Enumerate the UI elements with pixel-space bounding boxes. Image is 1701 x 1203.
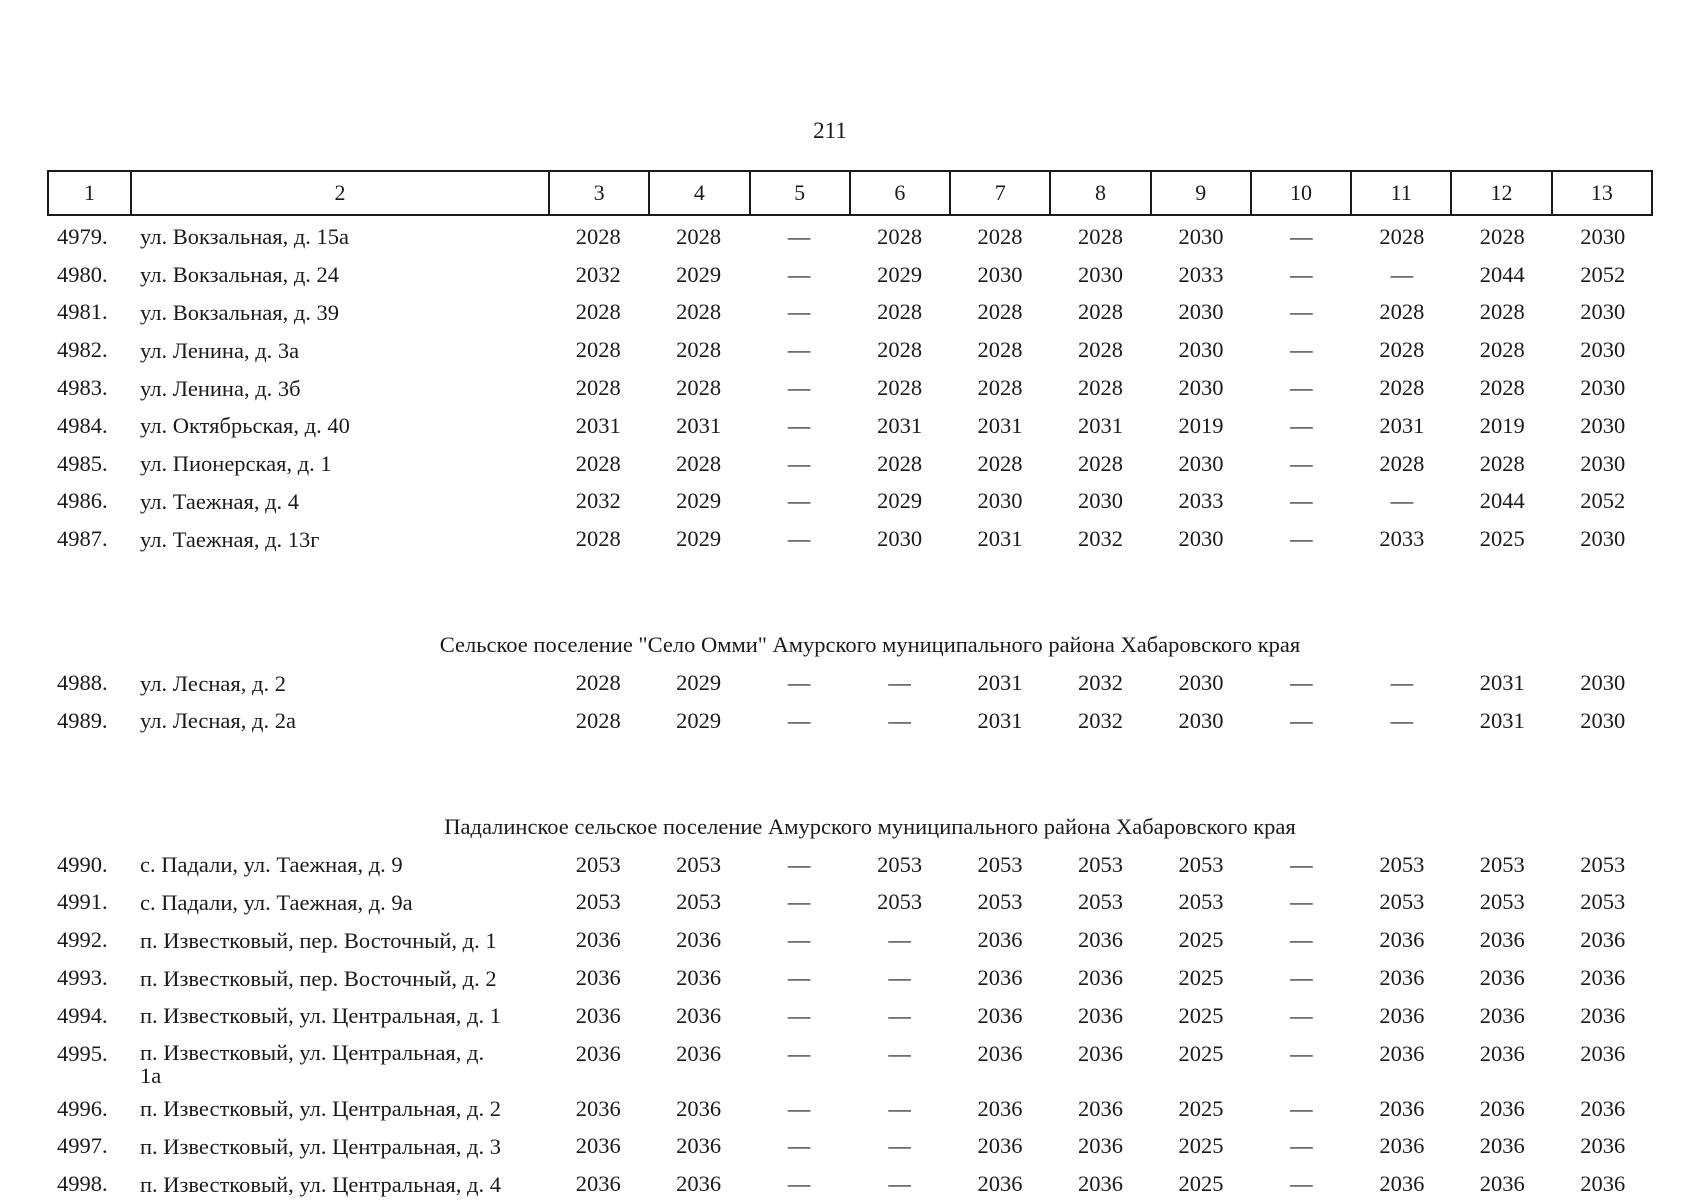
year-cell: — [787, 965, 811, 991]
year-cell: — [1290, 1002, 1313, 1028]
year-cell: — [888, 1040, 911, 1066]
year-cell: 2030 [1077, 261, 1123, 287]
page-number: 211 [813, 118, 847, 143]
year-cell: 2028 [575, 707, 621, 733]
year-cell: 2036 [575, 1002, 621, 1028]
year-cell: — [787, 299, 811, 325]
year-cell: — [787, 670, 811, 696]
year-cell: 2030 [1580, 707, 1626, 733]
section-title: Сельское поселение "Село Омми" Амурского муниципального района Хабаровского края [439, 632, 1301, 658]
year-cell: 2036 [1379, 1133, 1425, 1159]
year-cell: 2029 [676, 261, 722, 287]
year-cell: — [888, 965, 911, 991]
year-cell: 2028 [676, 299, 722, 325]
year-cell: — [1290, 1171, 1313, 1197]
table-row [47, 331, 1653, 369]
table-row [47, 1128, 1653, 1166]
year-cell: 2036 [1479, 1040, 1525, 1066]
year-cell: 2030 [1580, 526, 1626, 552]
year-cell: — [1290, 851, 1313, 877]
address-cell: п. Известковый, ул. Центральная, д. 1а [140, 1039, 485, 1088]
year-cell: 2028 [1479, 337, 1525, 363]
year-cell: 2036 [977, 965, 1023, 991]
year-cell: 2053 [1379, 889, 1425, 915]
table-row [47, 1090, 1653, 1128]
year-cell: 2036 [575, 1171, 621, 1197]
row-number: 4988. [57, 670, 108, 696]
table-row [47, 846, 1653, 884]
year-cell: 2036 [1379, 1002, 1425, 1028]
column-number-header [47, 170, 1653, 216]
year-cell: — [1290, 223, 1313, 249]
year-cell: — [787, 927, 811, 953]
year-cell: 2036 [676, 1002, 722, 1028]
year-cell: 2036 [1077, 965, 1123, 991]
year-cell: 2030 [1178, 707, 1224, 733]
year-cell: 2036 [1580, 1040, 1626, 1066]
row-number: 4997. [57, 1133, 108, 1159]
year-cell: 2028 [1379, 337, 1425, 363]
year-cell: — [1290, 261, 1313, 287]
year-cell: 2031 [977, 707, 1023, 733]
year-cell: 2028 [977, 375, 1023, 401]
year-cell: 2053 [1178, 889, 1224, 915]
address-cell: п. Известковый, ул. Центральная, д. 4 [140, 1171, 501, 1197]
row-number: 4985. [57, 450, 108, 476]
year-cell: 2028 [1077, 450, 1123, 476]
year-cell: 2028 [575, 450, 621, 476]
table-row [47, 294, 1653, 332]
year-cell: 2036 [1580, 965, 1626, 991]
year-cell: — [787, 1133, 811, 1159]
year-cell: — [1290, 412, 1313, 438]
year-cell: 2053 [877, 889, 923, 915]
year-cell: 2025 [1178, 1002, 1224, 1028]
year-cell: 2030 [1178, 526, 1224, 552]
year-cell: 2028 [877, 375, 923, 401]
table-row [47, 959, 1653, 997]
year-cell: 2028 [1077, 337, 1123, 363]
year-cell: 2033 [1379, 526, 1425, 552]
year-cell: 2036 [1479, 1095, 1525, 1121]
year-cell: 2028 [1379, 450, 1425, 476]
year-cell: — [787, 1095, 811, 1121]
year-cell: 2036 [977, 927, 1023, 953]
section-title: Падалинское сельское поселение Амурского муниципального района Хабаровского края [444, 813, 1296, 839]
year-cell: 2036 [1379, 927, 1425, 953]
year-cell: 2036 [676, 1095, 722, 1121]
year-cell: 2031 [676, 412, 722, 438]
year-cell: 2036 [1479, 1002, 1525, 1028]
year-cell: 2033 [1178, 261, 1224, 287]
year-cell: 2025 [1178, 1095, 1224, 1121]
year-cell: — [1290, 488, 1313, 514]
row-number: 4995. [57, 1040, 108, 1066]
year-cell: 2030 [1580, 375, 1626, 401]
year-cell: — [888, 707, 911, 733]
column-header: 10 [1251, 171, 1351, 215]
year-cell: — [888, 670, 911, 696]
year-cell: — [1290, 1040, 1313, 1066]
year-cell: 2030 [1178, 375, 1224, 401]
year-cell: 2030 [1580, 223, 1626, 249]
year-cell: 2044 [1479, 261, 1525, 287]
year-cell: 2028 [1379, 223, 1425, 249]
year-cell: 2030 [1077, 488, 1123, 514]
year-cell: — [1390, 670, 1414, 696]
year-cell: — [1390, 488, 1414, 514]
year-cell: 2025 [1178, 965, 1224, 991]
year-cell: 2036 [1479, 1133, 1525, 1159]
address-cell: п. Известковый, ул. Центральная, д. 1 [140, 1003, 501, 1029]
column-header: 2 [131, 171, 549, 215]
year-cell: 2053 [1077, 851, 1123, 877]
year-cell: 2036 [977, 1133, 1023, 1159]
address-cell: ул. Таежная, д. 13г [140, 526, 320, 552]
year-cell: 2036 [1077, 1171, 1123, 1197]
year-cell: 2053 [575, 851, 621, 877]
year-cell: 2036 [676, 927, 722, 953]
row-number: 4991. [57, 889, 108, 915]
address-cell: ул. Ленина, д. 3б [140, 375, 301, 401]
column-header: 9 [1151, 171, 1251, 215]
table-row [47, 884, 1653, 922]
column-header: 13 [1552, 171, 1652, 215]
year-cell: 2053 [1580, 851, 1626, 877]
year-cell: 2028 [1077, 223, 1123, 249]
year-cell: 2036 [1077, 927, 1123, 953]
year-cell: — [787, 1002, 811, 1028]
address-cell: п. Известковый, пер. Восточный, д. 1 [140, 927, 497, 953]
year-cell: 2052 [1580, 488, 1626, 514]
column-header: 8 [1050, 171, 1150, 215]
year-cell: — [787, 223, 811, 249]
year-cell: 2036 [1580, 1095, 1626, 1121]
year-cell: 2031 [1077, 412, 1123, 438]
address-cell: ул. Ленина, д. 3а [140, 337, 300, 363]
row-number: 4987. [57, 526, 108, 552]
year-cell: 2036 [977, 1002, 1023, 1028]
address-cell: ул. Вокзальная, д. 15а [140, 224, 350, 250]
year-cell: 2036 [1379, 1095, 1425, 1121]
year-cell: 2032 [1077, 526, 1123, 552]
year-cell: 2031 [575, 412, 621, 438]
year-cell: 2019 [1178, 412, 1224, 438]
year-cell: 2031 [977, 670, 1023, 696]
year-cell: 2031 [1379, 412, 1425, 438]
year-cell: 2028 [676, 375, 722, 401]
year-cell: 2053 [1479, 889, 1525, 915]
year-cell: 2030 [1178, 670, 1224, 696]
row-number: 4993. [57, 965, 108, 991]
year-cell: — [1290, 299, 1313, 325]
year-cell: 2036 [977, 1095, 1023, 1121]
year-cell: 2029 [676, 488, 722, 514]
year-cell: 2019 [1479, 412, 1525, 438]
table-row [47, 369, 1653, 407]
year-cell: 2028 [575, 670, 621, 696]
year-cell: 2028 [575, 223, 621, 249]
year-cell: 2032 [575, 261, 621, 287]
row-number: 4980. [57, 261, 108, 287]
year-cell: 2053 [1178, 851, 1224, 877]
year-cell: — [787, 1040, 811, 1066]
row-number: 4994. [57, 1002, 108, 1028]
year-cell: — [787, 488, 811, 514]
column-header: 12 [1451, 171, 1551, 215]
year-cell: 2036 [1379, 965, 1425, 991]
year-cell: — [1290, 526, 1313, 552]
year-cell: 2028 [1479, 450, 1525, 476]
year-cell: 2036 [575, 1133, 621, 1159]
year-cell: — [787, 889, 811, 915]
year-cell: 2036 [676, 965, 722, 991]
year-cell: 2036 [1479, 965, 1525, 991]
year-cell: 2036 [1379, 1171, 1425, 1197]
year-cell: 2053 [877, 851, 923, 877]
table-row [47, 445, 1653, 483]
year-cell: 2028 [877, 223, 923, 249]
year-cell: — [787, 375, 811, 401]
table-row [47, 520, 1653, 558]
year-cell: — [1390, 261, 1414, 287]
year-cell: 2030 [1580, 670, 1626, 696]
year-cell: — [888, 1002, 911, 1028]
year-cell: 2036 [1077, 1095, 1123, 1121]
year-cell: 2033 [1178, 488, 1224, 514]
column-header: 6 [850, 171, 950, 215]
year-cell: 2031 [977, 526, 1023, 552]
year-cell: 2029 [877, 261, 923, 287]
year-cell: 2030 [977, 488, 1023, 514]
year-cell: 2030 [1178, 223, 1224, 249]
row-number: 4996. [57, 1095, 108, 1121]
year-cell: 2028 [977, 223, 1023, 249]
year-cell: 2030 [1580, 337, 1626, 363]
year-cell: — [1290, 927, 1313, 953]
year-cell: 2053 [977, 889, 1023, 915]
year-cell: — [787, 851, 811, 877]
year-cell: 2030 [1178, 450, 1224, 476]
year-cell: 2053 [1379, 851, 1425, 877]
year-cell: 2036 [1580, 1133, 1626, 1159]
year-cell: 2036 [676, 1133, 722, 1159]
year-cell: — [787, 412, 811, 438]
year-cell: 2031 [1479, 707, 1525, 733]
year-cell: 2028 [977, 299, 1023, 325]
year-cell: 2028 [575, 337, 621, 363]
year-cell: 2036 [1580, 1171, 1626, 1197]
year-cell: 2036 [676, 1171, 722, 1197]
row-number: 4984. [57, 412, 108, 438]
column-header: 7 [950, 171, 1050, 215]
year-cell: 2025 [1479, 526, 1525, 552]
year-cell: 2028 [1077, 299, 1123, 325]
year-cell: 2028 [575, 526, 621, 552]
address-cell: п. Известковый, ул. Центральная, д. 3 [140, 1133, 501, 1159]
year-cell: 2030 [1580, 412, 1626, 438]
year-cell: 2030 [977, 261, 1023, 287]
year-cell: 2052 [1580, 261, 1626, 287]
column-header: 5 [750, 171, 850, 215]
address-cell: ул. Вокзальная, д. 24 [140, 262, 340, 288]
year-cell: — [787, 707, 811, 733]
year-cell: 2030 [1580, 450, 1626, 476]
row-number: 4981. [57, 299, 108, 325]
year-cell: 2028 [977, 450, 1023, 476]
year-cell: 2036 [1479, 927, 1525, 953]
row-number: 4979. [57, 223, 108, 249]
row-number: 4986. [57, 488, 108, 514]
year-cell: 2025 [1178, 1040, 1224, 1066]
year-cell: 2036 [977, 1171, 1023, 1197]
table-row [47, 256, 1653, 294]
year-cell: 2028 [1379, 299, 1425, 325]
year-cell: 2028 [1479, 375, 1525, 401]
year-cell: 2036 [575, 1095, 621, 1121]
year-cell: 2028 [676, 337, 722, 363]
year-cell: 2031 [877, 412, 923, 438]
year-cell: — [888, 1095, 911, 1121]
year-cell: — [1290, 889, 1313, 915]
year-cell: 2028 [1077, 375, 1123, 401]
year-cell: 2036 [1479, 1171, 1525, 1197]
year-cell: 2036 [1580, 1002, 1626, 1028]
year-cell: 2053 [1077, 889, 1123, 915]
year-cell: 2028 [877, 337, 923, 363]
year-cell: 2030 [1580, 299, 1626, 325]
table-row [47, 407, 1653, 445]
column-header: 4 [649, 171, 749, 215]
year-cell: 2029 [676, 670, 722, 696]
year-cell: 2053 [1479, 851, 1525, 877]
address-cell: ул. Пионерская, д. 1 [140, 451, 332, 477]
year-cell: 2036 [1077, 1040, 1123, 1066]
address-cell: с. Падали, ул. Таежная, д. 9а [140, 889, 413, 915]
year-cell: — [1290, 1095, 1313, 1121]
year-cell: — [888, 1171, 911, 1197]
row-number: 4989. [57, 707, 108, 733]
year-cell: 2030 [877, 526, 923, 552]
year-cell: 2030 [1178, 337, 1224, 363]
address-cell: с. Падали, ул. Таежная, д. 9 [140, 852, 403, 878]
year-cell: 2029 [877, 488, 923, 514]
address-cell: п. Известковый, ул. Центральная, д. 2 [140, 1096, 501, 1122]
year-cell: 2028 [676, 223, 722, 249]
year-cell: 2036 [575, 927, 621, 953]
year-cell: 2028 [877, 450, 923, 476]
year-cell: 2028 [977, 337, 1023, 363]
year-cell: 2028 [676, 450, 722, 476]
year-cell: 2028 [1379, 375, 1425, 401]
address-cell: ул. Вокзальная, д. 39 [140, 299, 340, 325]
row-number: 4992. [57, 927, 108, 953]
year-cell: 2036 [1077, 1133, 1123, 1159]
year-cell: 2036 [676, 1040, 722, 1066]
table-row [47, 483, 1653, 521]
year-cell: 2028 [877, 299, 923, 325]
address-cell: ул. Таежная, д. 4 [140, 488, 300, 514]
year-cell: 2028 [1479, 299, 1525, 325]
year-cell: 2053 [977, 851, 1023, 877]
year-cell: — [1290, 375, 1313, 401]
year-cell: 2025 [1178, 1133, 1224, 1159]
year-cell: 2053 [676, 851, 722, 877]
year-cell: — [1290, 337, 1313, 363]
year-cell: 2036 [575, 965, 621, 991]
year-cell: 2031 [977, 412, 1023, 438]
year-cell: 2028 [575, 299, 621, 325]
address-cell: ул. Октябрьская, д. 40 [140, 413, 350, 439]
year-cell: — [1290, 707, 1313, 733]
year-cell: — [787, 1171, 811, 1197]
address-cell: ул. Лесная, д. 2а [140, 708, 296, 734]
year-cell: 2032 [1077, 707, 1123, 733]
year-cell: 2030 [1178, 299, 1224, 325]
year-cell: — [888, 927, 911, 953]
year-cell: — [787, 261, 811, 287]
year-cell: 2053 [575, 889, 621, 915]
year-cell: 2028 [575, 375, 621, 401]
year-cell: 2028 [1479, 223, 1525, 249]
year-cell: 2032 [1077, 670, 1123, 696]
year-cell: 2032 [575, 488, 621, 514]
year-cell: — [787, 337, 811, 363]
table-body [47, 218, 1653, 1203]
row-number: 4998. [57, 1171, 108, 1197]
year-cell: 2025 [1178, 927, 1224, 953]
year-cell: — [1390, 707, 1414, 733]
row-number: 4990. [57, 851, 108, 877]
column-header: 3 [549, 171, 649, 215]
year-cell: — [1290, 965, 1313, 991]
column-header: 1 [48, 171, 131, 215]
year-cell: 2025 [1178, 1171, 1224, 1197]
year-cell: — [1290, 1133, 1313, 1159]
table-row [47, 997, 1653, 1035]
row-number: 4982. [57, 337, 108, 363]
table-row [47, 702, 1653, 740]
address-cell: ул. Лесная, д. 2 [140, 670, 286, 696]
year-cell: 2029 [676, 707, 722, 733]
row-number: 4983. [57, 375, 108, 401]
year-cell: 2053 [1580, 889, 1626, 915]
year-cell: — [888, 1133, 911, 1159]
year-cell: — [787, 450, 811, 476]
year-cell: 2036 [575, 1040, 621, 1066]
year-cell: 2031 [1479, 670, 1525, 696]
table-row [47, 218, 1653, 256]
column-header: 11 [1351, 171, 1451, 215]
year-cell: 2044 [1479, 488, 1525, 514]
year-cell: 2029 [676, 526, 722, 552]
year-cell: 2053 [676, 889, 722, 915]
table-row [47, 1035, 1653, 1090]
year-cell: — [1290, 670, 1313, 696]
address-cell: п. Известковый, пер. Восточный, д. 2 [140, 965, 497, 991]
table-row [47, 664, 1653, 702]
year-cell: 2036 [1379, 1040, 1425, 1066]
table-row [47, 1165, 1653, 1203]
year-cell: — [1290, 450, 1313, 476]
year-cell: 2036 [1580, 927, 1626, 953]
year-cell: — [787, 526, 811, 552]
year-cell: 2036 [1077, 1002, 1123, 1028]
table-row [47, 921, 1653, 959]
year-cell: 2036 [977, 1040, 1023, 1066]
